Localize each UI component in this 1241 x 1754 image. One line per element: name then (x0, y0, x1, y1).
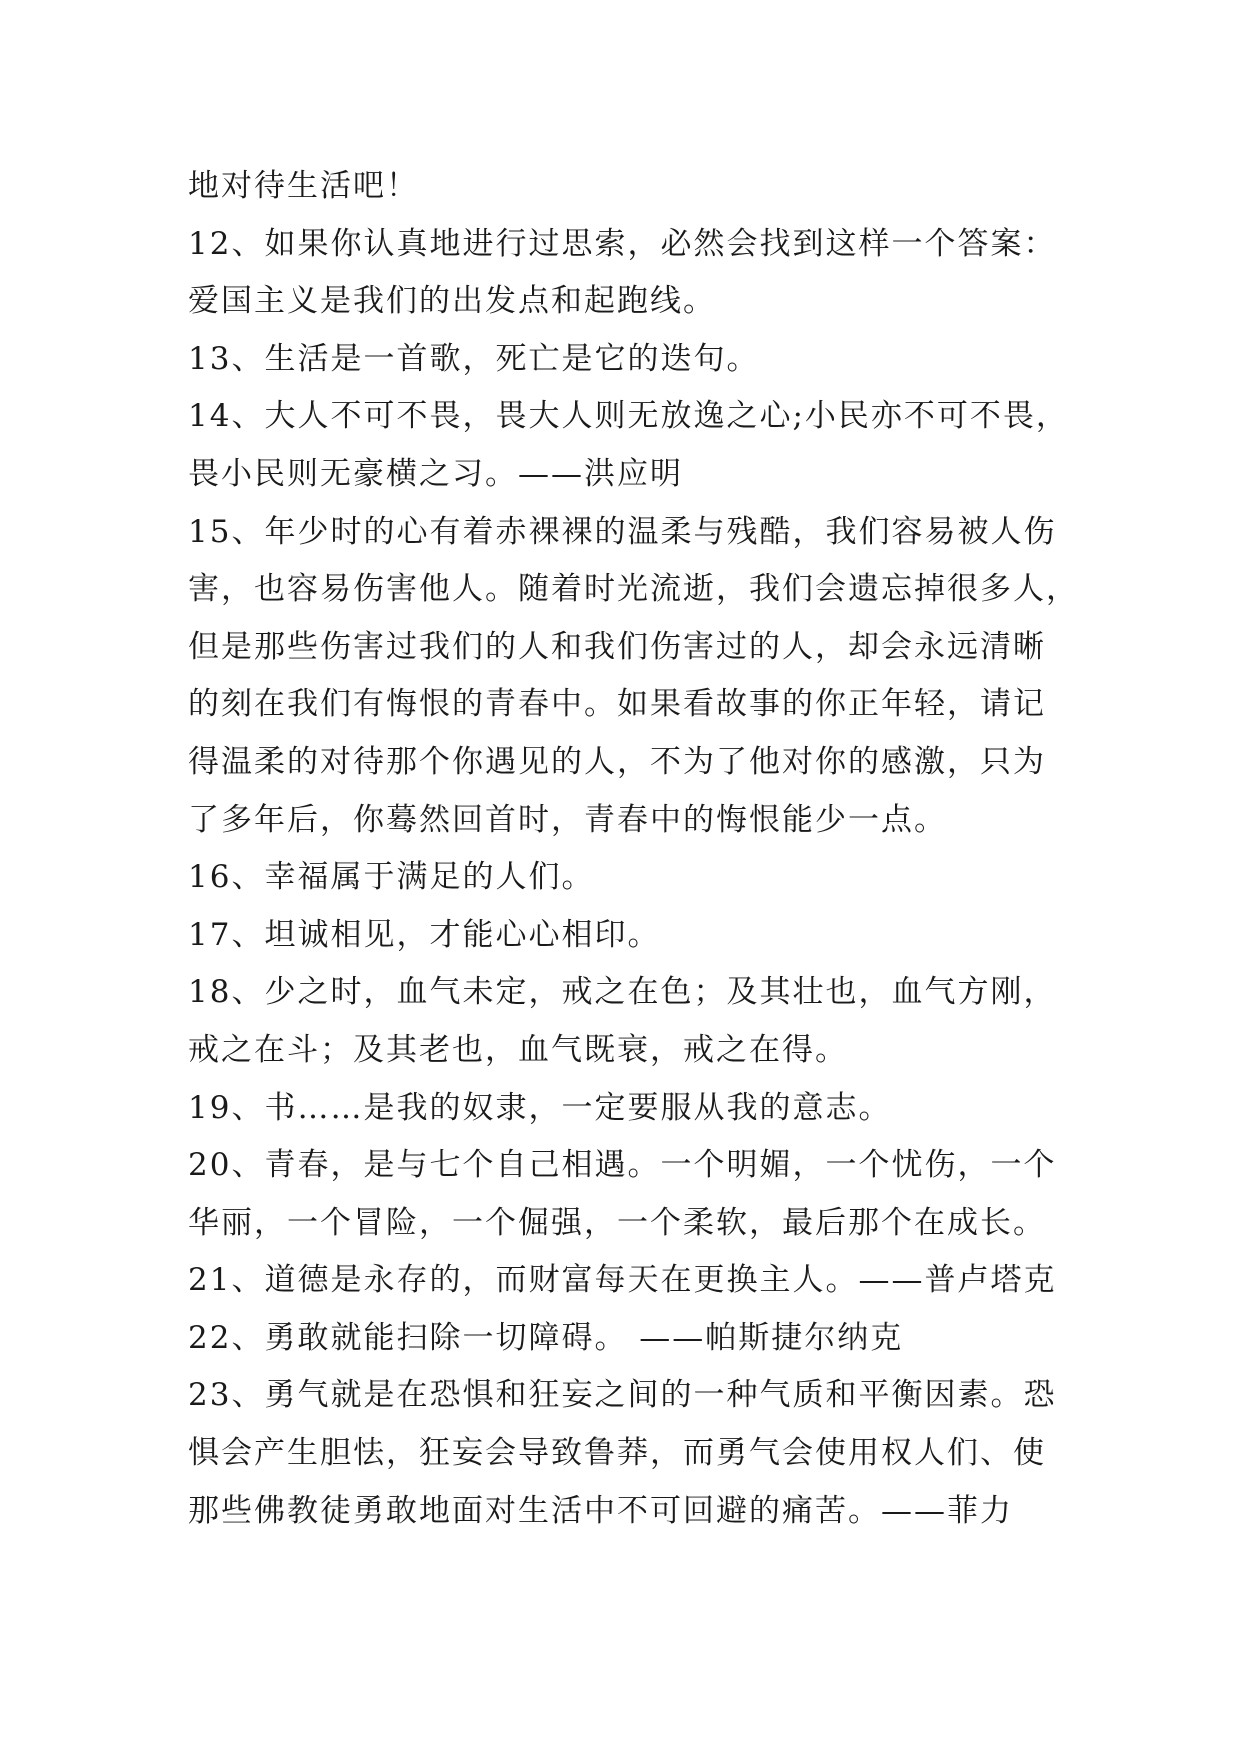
text-line: 得温柔的对待那个你遇见的人，不为了他对你的感激，只为 (188, 743, 1046, 780)
text-line: 那些佛教徒勇敢地面对生活中不可回避的痛苦。——菲力 (188, 1492, 1013, 1529)
text-line: 15、年少时的心有着赤裸裸的温柔与残酷，我们容易被人伤 (188, 513, 1057, 550)
text-line: 17、坦诚相见，才能心心相印。 (188, 916, 661, 953)
text-line: 19、书……是我的奴隶，一定要服从我的意志。 (188, 1089, 892, 1126)
text-line: 戒之在斗；及其老也，血气既衰，戒之在得。 (188, 1031, 848, 1068)
text-line: 了多年后，你蓦然回首时，青春中的悔恨能少一点。 (188, 801, 947, 838)
text-line: 13、生活是一首歌，死亡是它的迭句。 (188, 340, 760, 377)
text-line: 14、大人不可不畏，畏大人则无放逸之心;小民亦不可不畏， (188, 398, 1069, 435)
text-line: 20、青春，是与七个自己相遇。一个明媚，一个忧伤，一个 (188, 1147, 1057, 1184)
body-text (188, 158, 1088, 1540)
text-line: 的刻在我们有悔恨的青春中。如果看故事的你正年轻，请记 (188, 686, 1046, 723)
text-line: 21、道德是永存的，而财富每天在更换主人。——普卢塔克 (188, 1262, 1057, 1299)
text-line: 16、幸福属于满足的人们。 (188, 859, 595, 896)
text-line: 畏小民则无豪横之习。——洪应明 (188, 455, 683, 492)
text-line: 18、少之时，血气未定，戒之在色；及其壮也，血气方刚， (188, 974, 1057, 1011)
text-line: 但是那些伤害过我们的人和我们伤害过的人，却会永远清晰 (188, 628, 1046, 665)
text-line: 23、勇气就是在恐惧和狂妄之间的一种气质和平衡因素。恐 (188, 1377, 1057, 1414)
text-line: 12、如果你认真地进行过思索，必然会找到这样一个答案： (188, 225, 1057, 262)
text-line: 22、勇敢就能扫除一切障碍。 ——帕斯捷尔纳克 (188, 1319, 904, 1356)
text-line: 华丽，一个冒险，一个倔强，一个柔软，最后那个在成长。 (188, 1204, 1046, 1241)
text-line: 地对待生活吧！ (188, 168, 419, 204)
text-line: 害，也容易伤害他人。随着时光流逝，我们会遗忘掉很多人， (188, 571, 1079, 608)
text-line: 爱国主义是我们的出发点和起跑线。 (188, 283, 716, 320)
text-line: 惧会产生胆怯，狂妄会导致鲁莽，而勇气会使用权人们、使 (188, 1435, 1046, 1472)
